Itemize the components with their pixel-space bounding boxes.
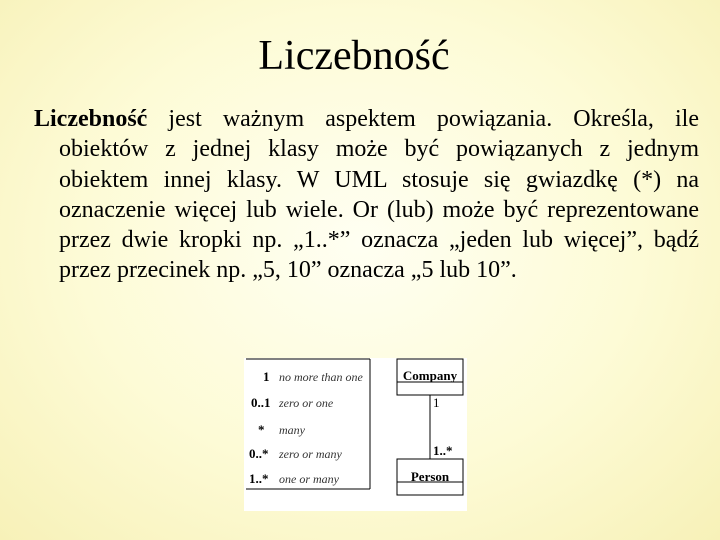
association-end-top: 1 xyxy=(433,395,440,410)
multiplicity-label: 0..* xyxy=(249,446,269,461)
multiplicity-meaning: no more than one xyxy=(279,370,363,384)
class-name-person: Person xyxy=(410,469,450,484)
body-paragraph xyxy=(34,104,699,286)
multiplicity-meaning: one or many xyxy=(279,472,339,486)
association-end-bottom: 1..* xyxy=(433,443,453,458)
paragraph-text: jest ważnym aspektem powiązania. Określa, ile obiektów z jednej klasy może być powiązanych z jednym obiektem innej klasy. W UML stosuje się gwiazdkę (*) na oznaczenie więcej lub wiele. Or (lub) może być reprezentowane przez dwie kropki np. „1..*” oznacza „jeden lub więcej”, bądź przez przecinek np. „5, 10” oznacza „5 lub 10”. xyxy=(59,106,699,284)
multiplicity-figure xyxy=(244,358,467,511)
bold-term: Liczebność xyxy=(34,106,148,132)
multiplicity-label: 1 xyxy=(263,369,270,384)
multiplicity-meaning: many xyxy=(279,423,305,437)
multiplicity-meaning: zero or many xyxy=(279,447,342,461)
slide-title: Liczebność xyxy=(258,33,450,79)
multiplicity-label: * xyxy=(258,422,265,437)
class-name-company: Company xyxy=(402,368,458,383)
multiplicity-label: 1..* xyxy=(249,471,269,486)
multiplicity-label: 0..1 xyxy=(251,395,271,410)
multiplicity-meaning: zero or one xyxy=(279,396,334,410)
